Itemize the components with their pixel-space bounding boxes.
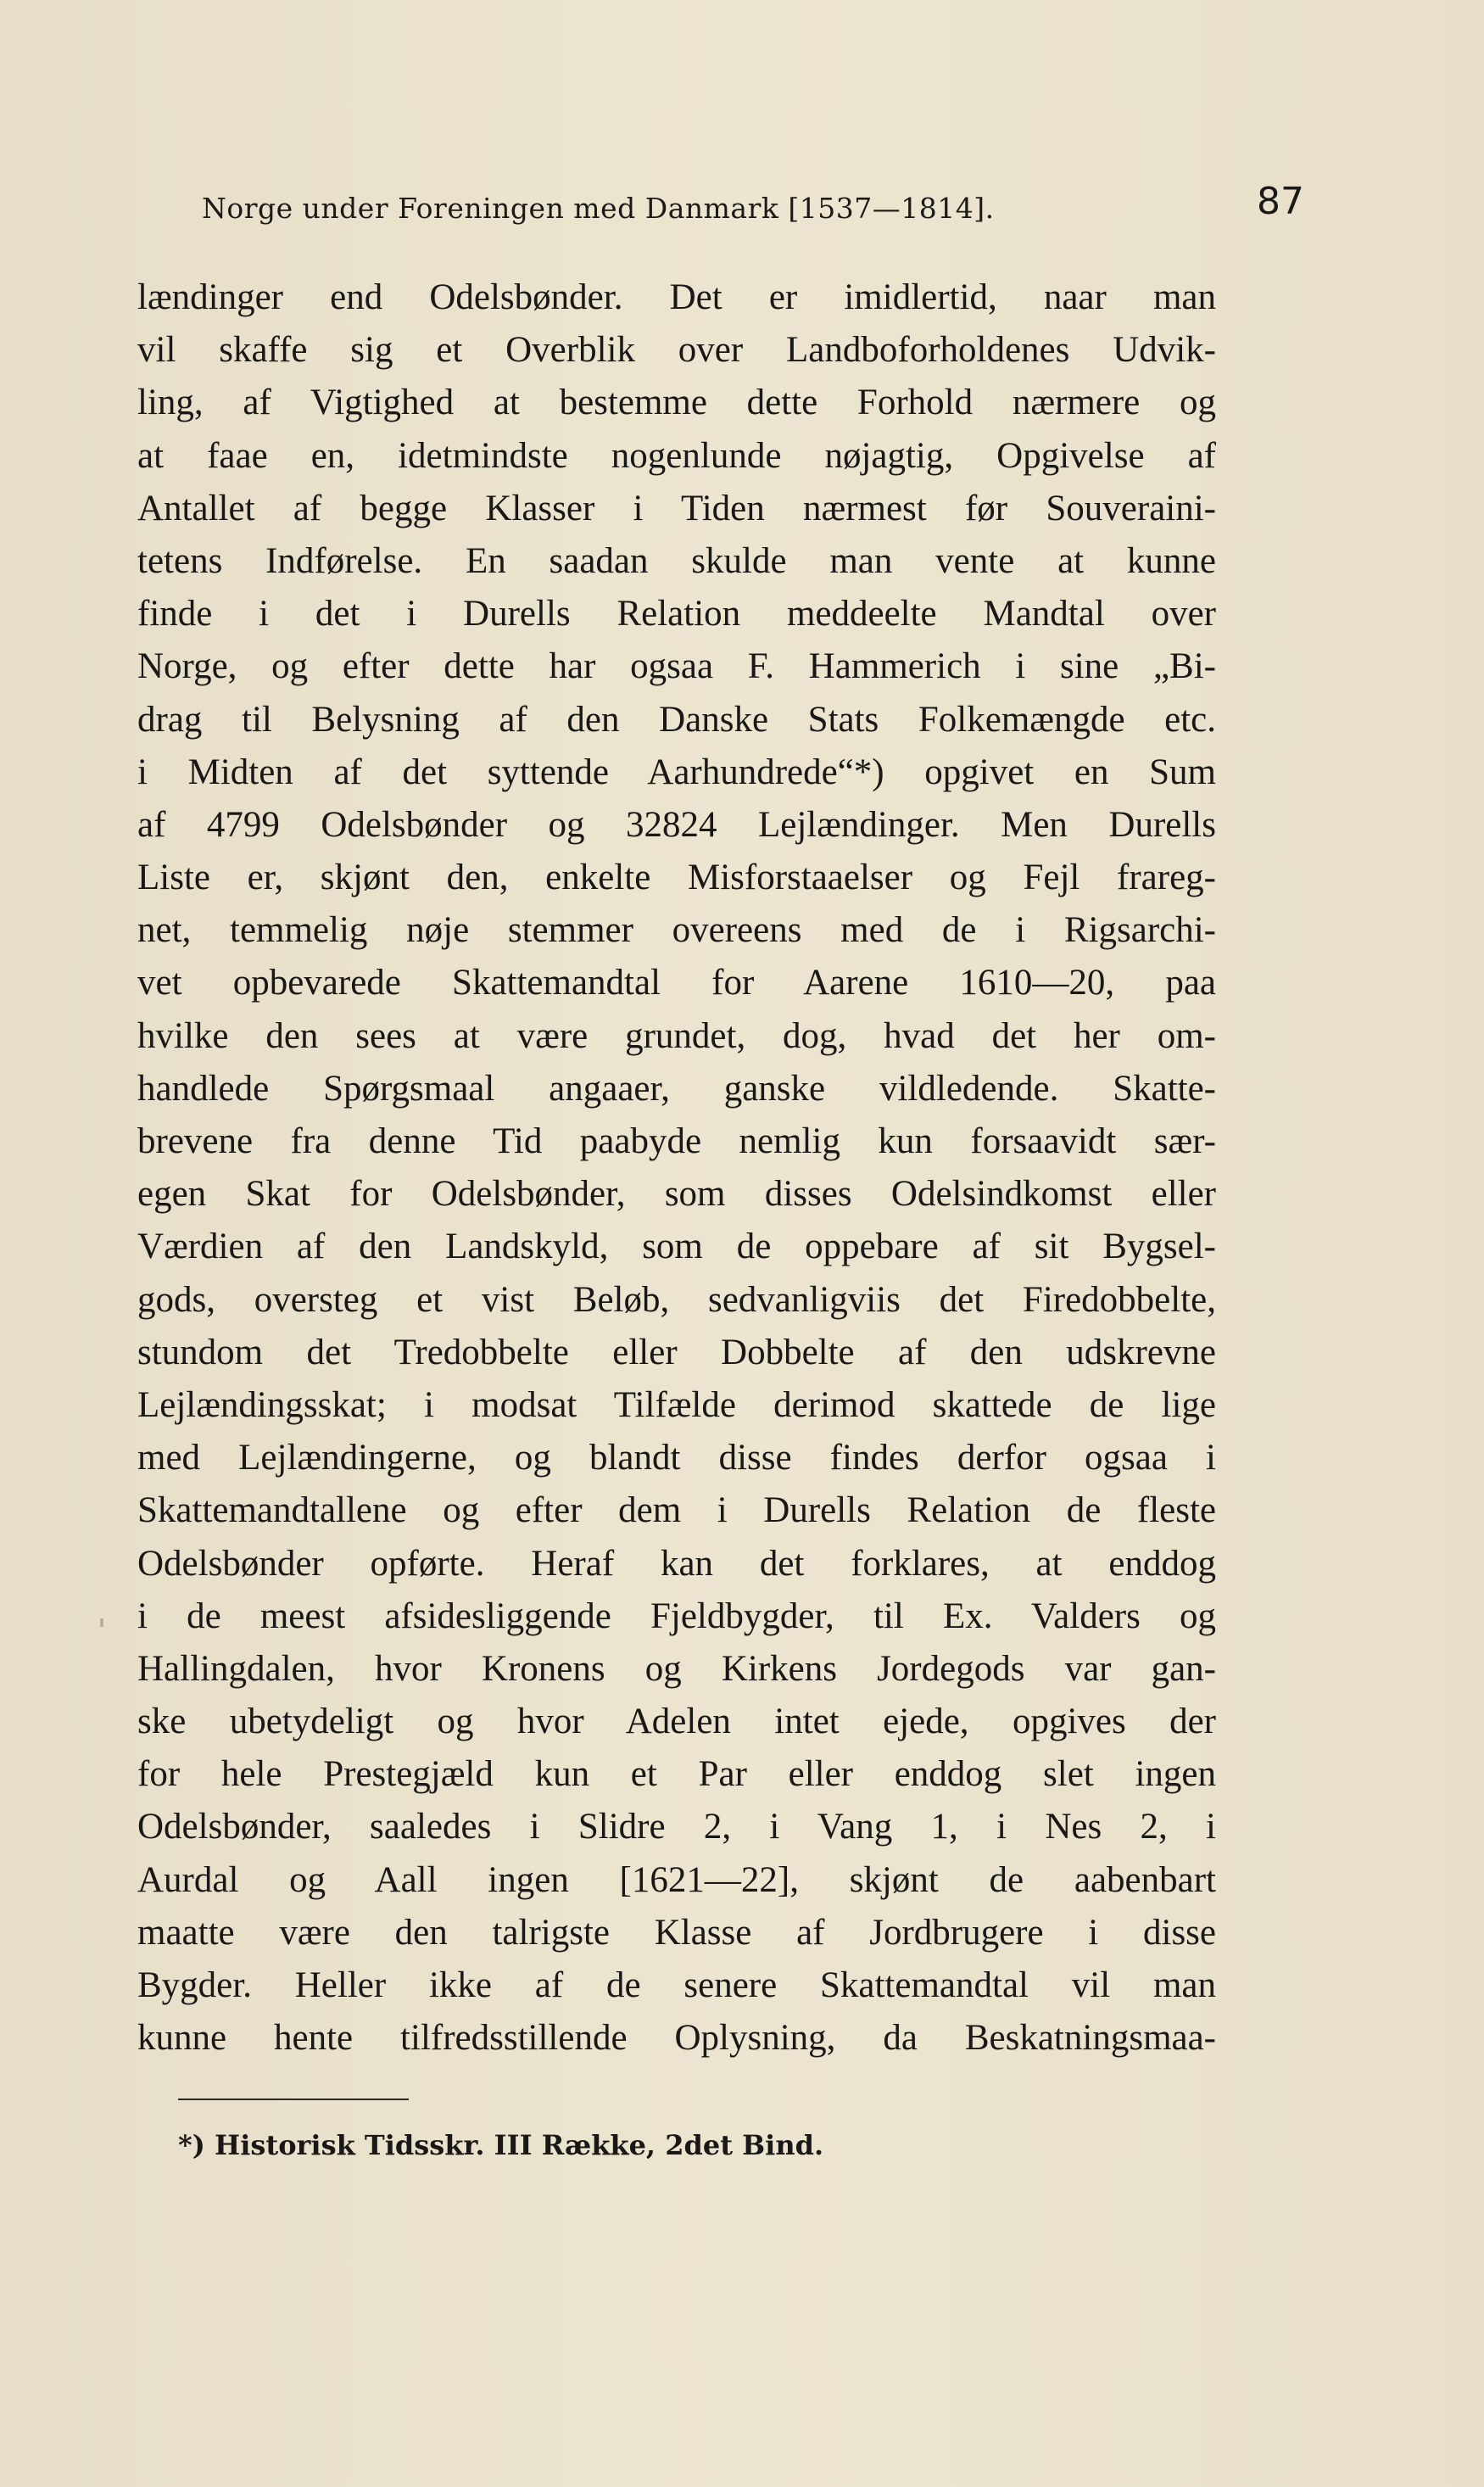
running-header [202, 180, 1304, 239]
text-line: vil skaffe sig et Overblik over Landboforholdenes Udvik- [137, 330, 1216, 371]
text-line: hvilke den sees at være grundet, dog, hvad det her om- [137, 1015, 1216, 1056]
text-line: gods, oversteg et vist Beløb, sedvanligviis det Firedobbelte, [137, 1279, 1216, 1320]
text-line: i de meest afsidesliggende Fjeldbygder, til Ex. Valders og [137, 1596, 1216, 1636]
text-line: brevene fra denne Tid paabyde nemlig kun forsaavidt sær- [137, 1121, 1216, 1161]
text-line: Hallingdalen, hvor Kronens og Kirkens Jordegods var gan- [137, 1648, 1216, 1689]
text-line: Norge, og efter dette har ogsaa F. Hammerich i sine „Bi- [137, 646, 1216, 687]
text-line: for hele Prestegjæld kun et Par eller enddog slet ingen [137, 1754, 1216, 1795]
text-line: med Lejlændingerne, og blandt disse findes derfor ogsaa i [137, 1438, 1216, 1478]
text-line: ling, af Vigtighed at bestemme dette Forhold nærmere og [137, 383, 1216, 423]
text-line: finde i det i Durells Relation meddeelte Mandtal over [137, 594, 1216, 634]
text-line: Lejlændingsskat; i modsat Tilfælde derimod skattede de lige [137, 1384, 1216, 1425]
body-text [137, 271, 1216, 2065]
footnote-rule [178, 2099, 409, 2100]
text-line: tetens Indførelse. En saadan skulde man vente at kunne [137, 540, 1216, 581]
text-line: stundom det Tredobbelte eller Dobbelte af den udskrevne [137, 1332, 1216, 1372]
text-line: at faae en, idetmindste nogenlunde nøjagtig, Opgivelse af [137, 435, 1216, 476]
text-line: Bygder. Heller ikke af de senere Skattemandtal vil man [137, 1965, 1216, 2005]
text-line: ske ubetydeligt og hvor Adelen intet ejede, opgives der [137, 1702, 1216, 1742]
text-line: af 4799 Odelsbønder og 32824 Lejlændinger. Men Durells [137, 804, 1216, 845]
text-line: Aurdal og Aall ingen [1621—22], skjønt de aabenbart [137, 1859, 1216, 1900]
text-line: maatte være den talrigste Klasse af Jordbrugere i disse [137, 1912, 1216, 1953]
text-line: net, temmelig nøje stemmer overeens med de i Rigsarchi- [137, 910, 1216, 951]
margin-mark [100, 1618, 103, 1627]
text-line: kunne hente tilfredsstillende Oplysning, da Beskatningsmaa- [137, 2018, 1216, 2059]
running-header-title: Norge under Foreningen med Danmark [1537—1814]. [202, 192, 995, 225]
text-line: Odelsbønder opførte. Heraf kan det forklares, at enddog [137, 1543, 1216, 1584]
text-line: egen Skat for Odelsbønder, som disses Odelsindkomst eller [137, 1174, 1216, 1215]
text-line: Antallet af begge Klasser i Tiden nærmest før Souveraini- [137, 488, 1216, 528]
text-line: Skattemandtallene og efter dem i Durells Relation de fleste [137, 1490, 1216, 1531]
text-line: Odelsbønder, saaledes i Slidre 2, i Vang 1, i Nes 2, i [137, 1807, 1216, 1847]
text-line: vet opbevarede Skattemandtal for Aarene 1610—20, paa [137, 963, 1216, 1003]
text-line: Liste er, skjønt den, enkelte Misforstaaelser og Fejl frareg- [137, 858, 1216, 898]
text-line: Værdien af den Landskyld, som de oppebare af sit Bygsel- [137, 1227, 1216, 1267]
text-line: lændinger end Odelsbønder. Det er imidlertid, naar man [137, 277, 1216, 317]
text-line: handlede Spørgsmaal angaaer, ganske vildledende. Skatte- [137, 1068, 1216, 1109]
text-line: i Midten af det syttende Aarhundrede“*) opgivet en Sum [137, 752, 1216, 792]
text-line: drag til Belysning af den Danske Stats Folkemængde etc. [137, 699, 1216, 740]
page-number: 87 [1257, 180, 1304, 223]
footnote: *) Historisk Tidsskr. III Række, 2det Bind. [178, 2129, 824, 2161]
